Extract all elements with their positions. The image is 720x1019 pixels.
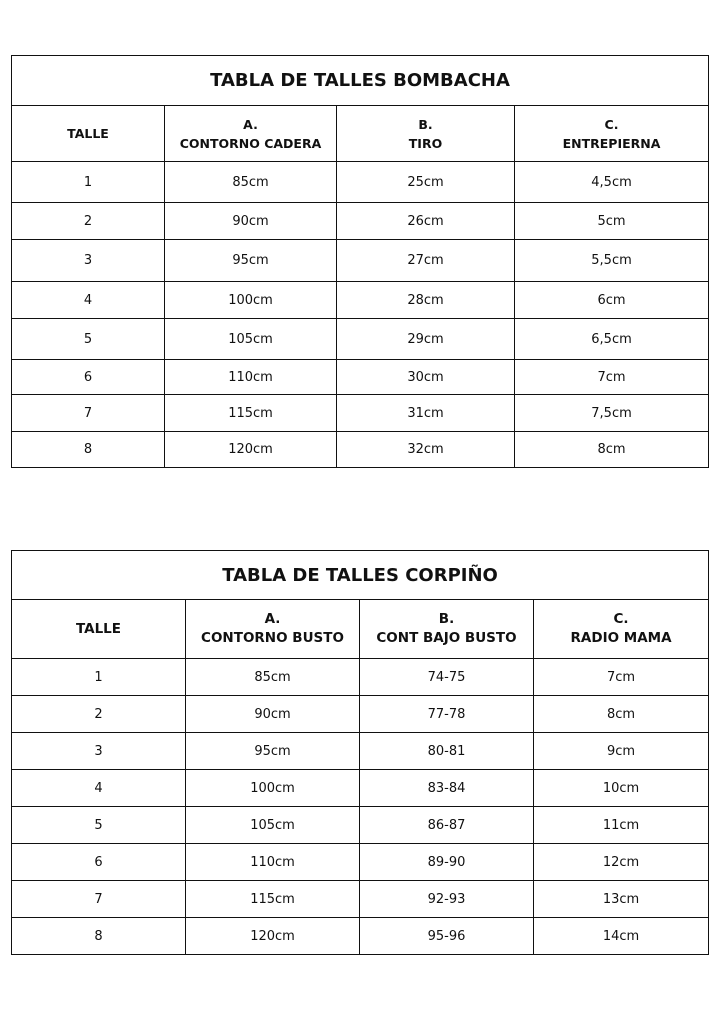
table-cell: 5 (12, 319, 165, 360)
table-row (12, 807, 709, 844)
table-cell: 2 (12, 203, 165, 240)
header-contorno-cadera: A. CONTORNO CADERA (165, 106, 337, 162)
table-cell: 13cm (534, 881, 709, 918)
table-cell: 4 (12, 282, 165, 319)
table-cell: 115cm (165, 395, 337, 432)
table-cell: 29cm (337, 319, 515, 360)
table-cell: 6,5cm (515, 319, 709, 360)
table-cell: 2 (12, 696, 186, 733)
table-cell: 95cm (186, 733, 360, 770)
bombacha-table-title: TABLA DE TALLES BOMBACHA (12, 56, 709, 106)
table-row (12, 395, 709, 432)
table-cell: 86-87 (360, 807, 534, 844)
table-cell: 100cm (186, 770, 360, 807)
table-cell: 1 (12, 162, 165, 203)
table-cell: 89-90 (360, 844, 534, 881)
bombacha-size-table (11, 55, 709, 468)
table-cell: 5cm (515, 203, 709, 240)
header-talle: TALLE (12, 106, 165, 162)
table-row (12, 360, 709, 395)
table-cell: 3 (12, 240, 165, 282)
header-tiro: B. TIRO (337, 106, 515, 162)
table-cell: 7cm (515, 360, 709, 395)
table-row (12, 844, 709, 881)
table-cell: 83-84 (360, 770, 534, 807)
table-cell: 8cm (534, 696, 709, 733)
table-cell: 28cm (337, 282, 515, 319)
table-cell: 8 (12, 918, 186, 955)
table-row (12, 918, 709, 955)
table-cell: 90cm (165, 203, 337, 240)
table-cell: 85cm (165, 162, 337, 203)
table-row (12, 696, 709, 733)
corpino-table-title: TABLA DE TALLES CORPIÑO (12, 551, 709, 600)
table-cell: 115cm (186, 881, 360, 918)
table-cell: 11cm (534, 807, 709, 844)
table-row (12, 770, 709, 807)
table-cell: 100cm (165, 282, 337, 319)
table-cell: 105cm (186, 807, 360, 844)
header-entrepierna: C. ENTREPIERNA (515, 106, 709, 162)
table-cell: 3 (12, 733, 186, 770)
table-cell: 7,5cm (515, 395, 709, 432)
table-cell: 26cm (337, 203, 515, 240)
table-cell: 80-81 (360, 733, 534, 770)
table-row (12, 733, 709, 770)
table-cell: 9cm (534, 733, 709, 770)
table-cell: 90cm (186, 696, 360, 733)
table-cell: 95-96 (360, 918, 534, 955)
table-cell: 32cm (337, 432, 515, 468)
table-cell: 1 (12, 659, 186, 696)
table-cell: 4 (12, 770, 186, 807)
table-row (12, 659, 709, 696)
table-cell: 120cm (165, 432, 337, 468)
table-cell: 110cm (186, 844, 360, 881)
table-cell: 105cm (165, 319, 337, 360)
table-row (12, 162, 709, 203)
table-cell: 7cm (534, 659, 709, 696)
table-cell: 27cm (337, 240, 515, 282)
table-row (12, 319, 709, 360)
table-row (12, 240, 709, 282)
table-cell: 95cm (165, 240, 337, 282)
table-cell: 14cm (534, 918, 709, 955)
table-row (12, 203, 709, 240)
table-cell: 5 (12, 807, 186, 844)
table-cell: 92-93 (360, 881, 534, 918)
table-cell: 31cm (337, 395, 515, 432)
table-cell: 5,5cm (515, 240, 709, 282)
table-cell: 85cm (186, 659, 360, 696)
table-cell: 4,5cm (515, 162, 709, 203)
table-cell: 74-75 (360, 659, 534, 696)
table-cell: 77-78 (360, 696, 534, 733)
table-cell: 110cm (165, 360, 337, 395)
header-radio-mama: C. RADIO MAMA (534, 600, 709, 659)
table-cell: 6 (12, 844, 186, 881)
table-row (12, 881, 709, 918)
table-row (12, 282, 709, 319)
table-row (12, 432, 709, 468)
table-cell: 7 (12, 395, 165, 432)
header-talle: TALLE (12, 600, 186, 659)
header-cont-bajo-busto: B. CONT BAJO BUSTO (360, 600, 534, 659)
table-cell: 10cm (534, 770, 709, 807)
table-cell: 30cm (337, 360, 515, 395)
table-cell: 8cm (515, 432, 709, 468)
header-contorno-busto: A. CONTORNO BUSTO (186, 600, 360, 659)
corpino-size-table (11, 550, 709, 955)
table-cell: 8 (12, 432, 165, 468)
table-cell: 6 (12, 360, 165, 395)
table-cell: 120cm (186, 918, 360, 955)
table-cell: 7 (12, 881, 186, 918)
table-cell: 6cm (515, 282, 709, 319)
table-cell: 25cm (337, 162, 515, 203)
table-cell: 12cm (534, 844, 709, 881)
